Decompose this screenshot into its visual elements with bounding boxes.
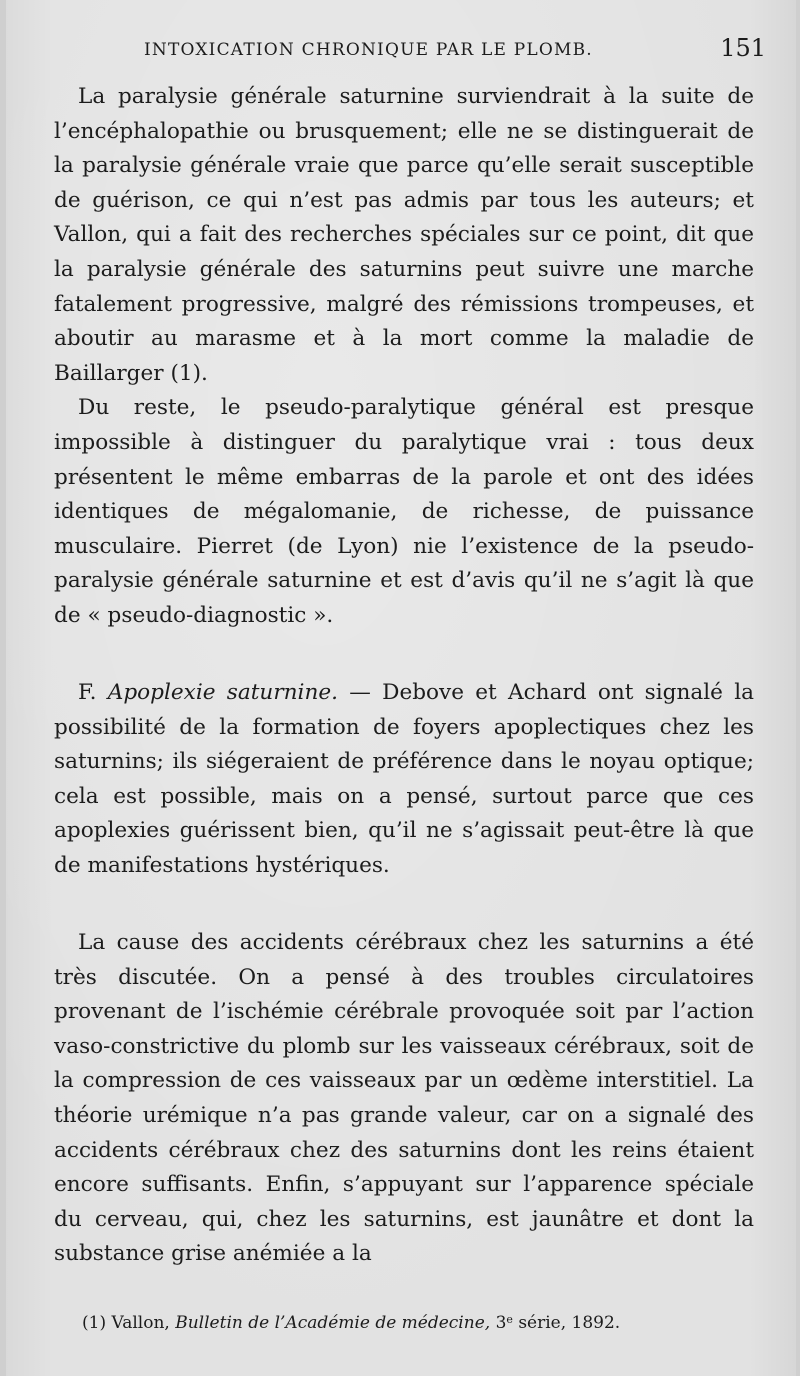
section-body: — Debove et Achard ont signalé la possibilité de la formation de foyers apoplectiques chez les saturnins; ils siégeraient de préférence dans le noyau optique; cela est possible, mais on a pensé, surtout parce que ces apoplexies guérissent bien, qu’il ne s’agissait peut-être là que de manifestations hystériques. xyxy=(54,680,754,878)
text-block-apoplexie xyxy=(54,676,754,884)
paragraph-pseudo-paralytique: Du reste, le pseudo-paralytique général est presque impossible à distinguer du paralytique vrai : tous deux présentent le même embarras de la parole et ont des idées identiques de mégalomanie, de richesse, de puissance musculaire. Pierret (de Lyon) nie l’existence de la pseudo-paralysie générale saturnine et est d’avis qu’il ne s’agit là que de « pseudo-diagnostic ». xyxy=(54,395,754,628)
footnote-marker: (1) xyxy=(82,1313,107,1333)
running-title: INTOXICATION CHRONIQUE PAR LE PLOMB. xyxy=(144,40,593,60)
running-head xyxy=(144,36,766,66)
footnote-author: Vallon, xyxy=(111,1313,170,1333)
text-block-cause xyxy=(54,926,754,1272)
paragraph-cause-accidents: La cause des accidents cérébraux chez les saturnins a été très discutée. On a pensé à des troubles circulatoires provenant de l’ischémie cérébrale provoquée soit par l’action vaso-constrictive du plomb sur les vaisseaux cérébraux, soit de la compression de ces vaisseaux par un œdème interstitiel. La théorie urémique n’a pas grande valeur, car on a signalé des accidents cérébraux chez des saturnins dont les reins étaient encore suffisants. Enfin, s’appuyant sur l’apparence spéciale du cerveau, qui, chez les saturnins, est jaunâtre et dont la substance grise anémiée a la xyxy=(54,930,754,1267)
footnote-series: 3e série, 1892. xyxy=(495,1313,621,1333)
footnote-journal: Bulletin de l’Académie de médecine, xyxy=(175,1313,491,1333)
section-title: Apoplexie saturnine. xyxy=(107,680,339,705)
text-block-paralysie xyxy=(54,80,754,634)
book-page xyxy=(6,0,796,1376)
paragraph-apoplexie-saturnine xyxy=(54,676,754,884)
footnote xyxy=(82,1308,762,1335)
paragraph-paralysie-generale: La paralysie générale saturnine surviendrait à la suite de l’encéphalopathie ou brusquement; elle ne se distinguerait de la paralysie générale vraie que parce qu’elle serait susceptible de guérison, ce qui n’est pas admis par tous les auteurs; et Vallon, qui a fait des recherches spéciales sur ce point, dit que la paralysie générale des saturnins peut suivre une marche fatalement progressive, malgré des rémissions trompeuses, et aboutir au marasme et à la mort comme la maladie de Baillarger (1). xyxy=(54,84,754,386)
section-letter: F. xyxy=(78,680,97,705)
page-number: 151 xyxy=(720,34,766,62)
